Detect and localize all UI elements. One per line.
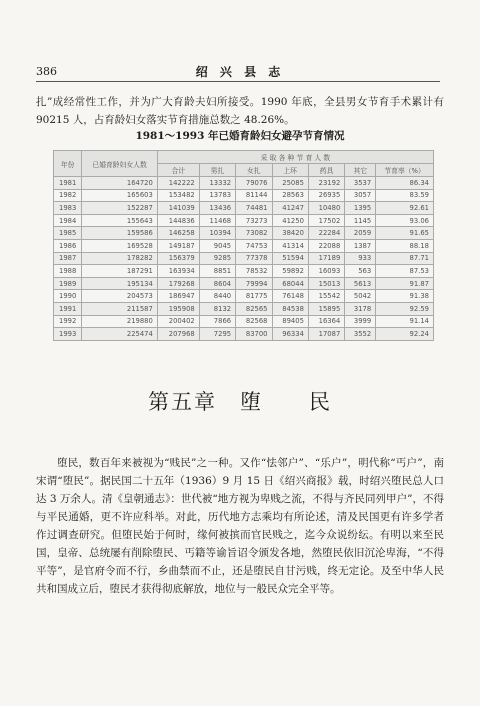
table-cell: 41314 <box>272 239 308 252</box>
table-cell: 92.59 <box>376 302 434 315</box>
table-cell: 79994 <box>236 277 272 290</box>
body-paragraph: 堕民，数百年来被视为“贱民”之一种。又作“怯邻户”、“乐户”，明代称“丐户”，南宋谓“堕民”。据民国二十五年（1936）9 月 15 日《绍兴商报》载，时绍兴堕民总人口达 3 万余人。清《皇朝通志》：世代被“地方视为卑贱之流，不得与齐民同列甲户”，不得与平民通婚，更不许应科举。对此，历代地方志乘均有所论述，清及民国更有许多学者作过调查研究。但堕民始于何时，缘何被摈而官民贱之，迄今众说纷纭。有明以来至民国，皇帝、总统屡有削除堕民、丐籍等谕旨诏令颁发各地，然堕民依旧沉沦卑海，“不得平等”，是官府令而不行，乡曲禁而不止，还是堕民自甘污贱，终无定论。及至中华人民共和国成立后，堕民才获得彻底解放，地位与一般民众完全平等。 <box>36 457 444 595</box>
table-cell: 84538 <box>272 302 308 315</box>
table-cell: 89405 <box>272 315 308 328</box>
table-cell: 156379 <box>157 252 199 265</box>
table-cell: 74753 <box>236 239 272 252</box>
page-number: 386 <box>36 65 57 78</box>
table-cell: 25085 <box>272 177 308 190</box>
table-row <box>54 265 434 278</box>
col-header: 节育率（%） <box>376 164 434 177</box>
year-cell: 1987 <box>54 252 82 265</box>
table-cell: 74481 <box>236 202 272 215</box>
table-cell: 3999 <box>345 315 376 328</box>
year-cell: 1985 <box>54 227 82 240</box>
table-cell: 165603 <box>82 189 157 202</box>
table-cell: 141039 <box>157 202 199 215</box>
table-cell: 81775 <box>236 290 272 303</box>
table-cell: 13783 <box>199 189 235 202</box>
year-cell: 1993 <box>54 328 82 341</box>
table-cell: 179268 <box>157 277 199 290</box>
table-cell: 11468 <box>199 214 235 227</box>
table-cell: 79076 <box>236 177 272 190</box>
table-cell: 207968 <box>157 328 199 341</box>
col-header: 合计 <box>157 164 199 177</box>
table-cell: 159586 <box>82 227 157 240</box>
table-row <box>54 328 434 341</box>
year-cell: 1983 <box>54 202 82 215</box>
table-row <box>54 290 434 303</box>
table-cell: 87.53 <box>376 265 434 278</box>
table-row <box>54 189 434 202</box>
table-cell: 7295 <box>199 328 235 341</box>
year-cell: 1989 <box>54 277 82 290</box>
table-cell: 200402 <box>157 315 199 328</box>
header-rule <box>36 81 440 82</box>
col-header-married-women: 已婚育龄妇女人数 <box>82 151 157 177</box>
table-cell: 78532 <box>236 265 272 278</box>
year-cell: 1992 <box>54 315 82 328</box>
table-cell: 8440 <box>199 290 235 303</box>
year-cell: 1981 <box>54 177 82 190</box>
table-cell: 77378 <box>236 252 272 265</box>
table-cell: 3057 <box>345 189 376 202</box>
col-header: 其它 <box>345 164 376 177</box>
table-cell: 82568 <box>236 315 272 328</box>
table-cell: 1387 <box>345 239 376 252</box>
table-cell: 8132 <box>199 302 235 315</box>
table-cell: 164720 <box>82 177 157 190</box>
table-cell: 16364 <box>308 315 344 328</box>
year-cell: 1982 <box>54 189 82 202</box>
table-cell: 211587 <box>82 302 157 315</box>
table-row <box>54 239 434 252</box>
table-cell: 38420 <box>272 227 308 240</box>
col-header-year: 年份 <box>54 151 82 177</box>
table-cell: 17502 <box>308 214 344 227</box>
table-cell: 8851 <box>199 265 235 278</box>
table-cell: 155643 <box>82 214 157 227</box>
table-cell: 169528 <box>82 239 157 252</box>
table-cell: 88.18 <box>376 239 434 252</box>
table-row <box>54 177 434 190</box>
table-cell: 13332 <box>199 177 235 190</box>
table-title: 1981～1993 年已婚育龄妇女避孕节育情况 <box>135 130 345 142</box>
year-cell: 1991 <box>54 302 82 315</box>
body-text <box>36 454 444 598</box>
table-cell: 73082 <box>236 227 272 240</box>
table-cell: 146258 <box>157 227 199 240</box>
table-cell: 563 <box>345 265 376 278</box>
table-cell: 5613 <box>345 277 376 290</box>
year-cell: 1988 <box>54 265 82 278</box>
chapter-title: 第五章 堕 民 <box>148 390 332 414</box>
table-cell: 73273 <box>236 214 272 227</box>
table-cell: 225474 <box>82 328 157 341</box>
table-cell: 15542 <box>308 290 344 303</box>
table-cell: 3178 <box>345 302 376 315</box>
table-cell: 204573 <box>82 290 157 303</box>
table-cell: 15895 <box>308 302 344 315</box>
table-cell: 83.59 <box>376 189 434 202</box>
table-cell: 91.65 <box>376 227 434 240</box>
year-cell: 1986 <box>54 239 82 252</box>
table-cell: 1395 <box>345 202 376 215</box>
table-cell: 195134 <box>82 277 157 290</box>
table-cell: 17189 <box>308 252 344 265</box>
col-header: 药具 <box>308 164 344 177</box>
table-cell: 9045 <box>199 239 235 252</box>
table-cell: 3552 <box>345 328 376 341</box>
table-cell: 1145 <box>345 214 376 227</box>
table-cell: 41247 <box>272 202 308 215</box>
table-cell: 144836 <box>157 214 199 227</box>
table-row <box>54 277 434 290</box>
table-cell: 178282 <box>82 252 157 265</box>
table-cell: 8604 <box>199 277 235 290</box>
table-cell: 76148 <box>272 290 308 303</box>
table-cell: 91.14 <box>376 315 434 328</box>
table-cell: 41250 <box>272 214 308 227</box>
table-cell: 933 <box>345 252 376 265</box>
table-cell: 17087 <box>308 328 344 341</box>
table-row <box>54 202 434 215</box>
table-cell: 142222 <box>157 177 199 190</box>
table-cell: 13436 <box>199 202 235 215</box>
col-header: 上环 <box>272 164 308 177</box>
table-cell: 195908 <box>157 302 199 315</box>
table-cell: 81144 <box>236 189 272 202</box>
table-cell: 51594 <box>272 252 308 265</box>
year-cell: 1990 <box>54 290 82 303</box>
table-cell: 91.38 <box>376 290 434 303</box>
table-cell: 186947 <box>157 290 199 303</box>
table-row <box>54 315 434 328</box>
table-cell: 187291 <box>82 265 157 278</box>
intro-paragraph: 扎”成经常性工作，并为广大育龄夫妇所接受。1990 年底，全县男女节育手术累计有 90215 人，占育龄妇女落实节育措施总数之 48.26%。 <box>36 96 444 126</box>
table-cell: 83700 <box>236 328 272 341</box>
running-head: 绍 兴 县 志 <box>195 65 285 79</box>
year-cell: 1984 <box>54 214 82 227</box>
table-cell: 2059 <box>345 227 376 240</box>
table-cell: 22088 <box>308 239 344 252</box>
table-cell: 68044 <box>272 277 308 290</box>
table-cell: 92.61 <box>376 202 434 215</box>
table-cell: 3537 <box>345 177 376 190</box>
table-row <box>54 302 434 315</box>
table-cell: 87.71 <box>376 252 434 265</box>
table-cell: 219880 <box>82 315 157 328</box>
table-cell: 152287 <box>82 202 157 215</box>
table-cell: 23192 <box>308 177 344 190</box>
table-cell: 59892 <box>272 265 308 278</box>
table-row <box>54 214 434 227</box>
table-cell: 163934 <box>157 265 199 278</box>
table-cell: 93.06 <box>376 214 434 227</box>
table-cell: 28563 <box>272 189 308 202</box>
table-cell: 7866 <box>199 315 235 328</box>
table-cell: 10480 <box>308 202 344 215</box>
table-cell: 26935 <box>308 189 344 202</box>
table-cell: 10394 <box>199 227 235 240</box>
col-header: 女扎 <box>236 164 272 177</box>
table-cell: 92.24 <box>376 328 434 341</box>
table-cell: 82565 <box>236 302 272 315</box>
table-cell: 5042 <box>345 290 376 303</box>
table-cell: 96334 <box>272 328 308 341</box>
table-cell: 86.34 <box>376 177 434 190</box>
table-row <box>54 252 434 265</box>
table-cell: 91.87 <box>376 277 434 290</box>
contraception-table <box>53 150 434 341</box>
table-cell: 22284 <box>308 227 344 240</box>
group-header: 采 取 各 种 节 育 人 数 <box>157 151 433 164</box>
table-cell: 149187 <box>157 239 199 252</box>
table-cell: 153482 <box>157 189 199 202</box>
table-row <box>54 227 434 240</box>
col-header: 男扎 <box>199 164 235 177</box>
table-cell: 15013 <box>308 277 344 290</box>
table-cell: 9285 <box>199 252 235 265</box>
table-cell: 16093 <box>308 265 344 278</box>
